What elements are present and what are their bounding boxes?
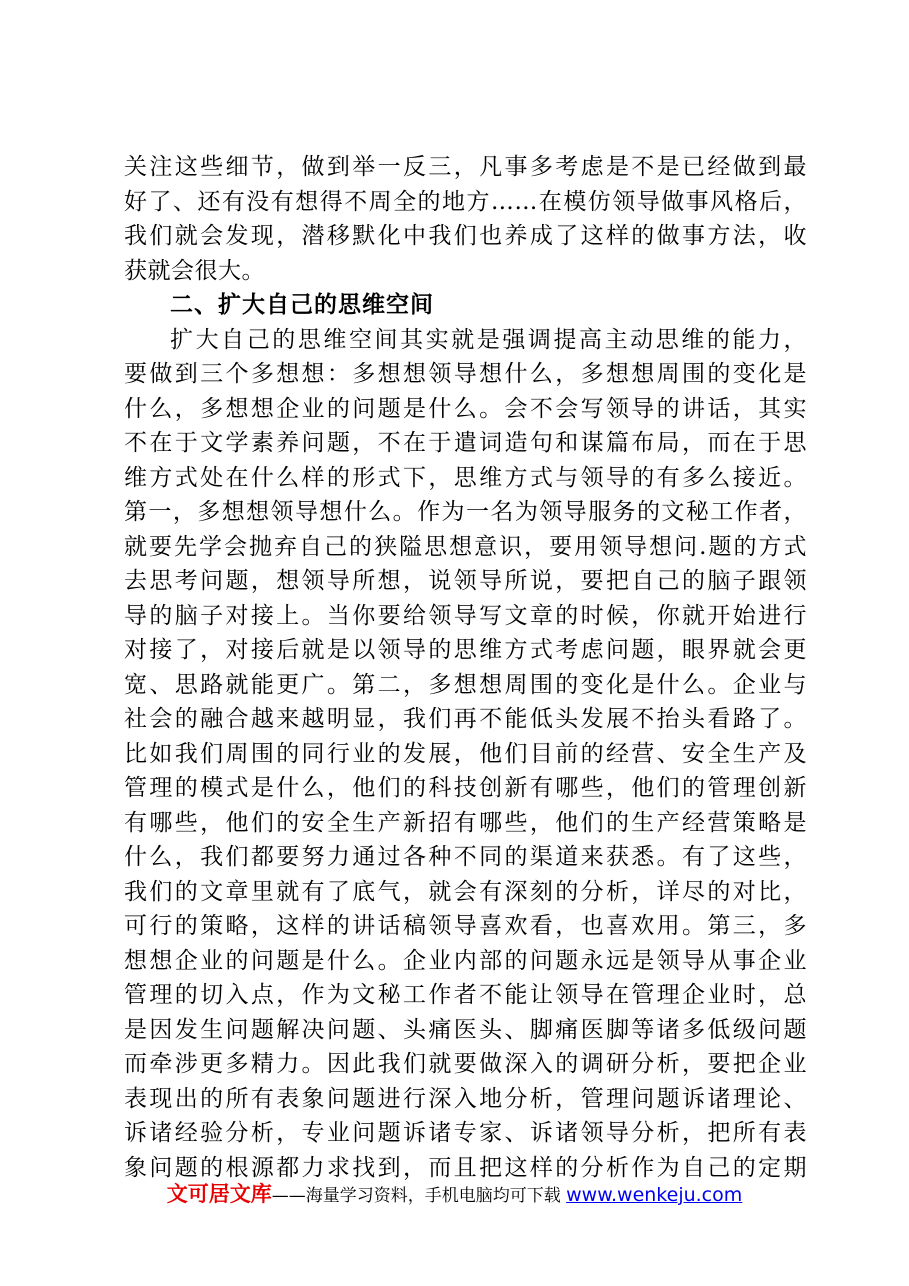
paragraph-line: 想想企业的问题是什么。企业内部的问题永远是领导从事企业: [124, 947, 807, 974]
paragraph-line: 宽、思路就能更广。第二，多想想周围的变化是什么。企业与: [124, 671, 807, 698]
paragraph-line: 象问题的根源都力求找到，而且把这样的分析作为自己的定期: [124, 1154, 807, 1181]
paragraph-line: 诉诸经验分析，专业问题诉诸专家、诉诸领导分析，把所有表: [124, 1120, 807, 1146]
paragraph-line: 维方式处在什么样的形式下，思维方式与领导的有多么接近。: [124, 464, 807, 491]
paragraph-line: 就要先学会抛弃自己的狭隘思想意识，要用领导想问.题的方式: [124, 533, 807, 560]
footer-brand: 文可居文库: [166, 1182, 272, 1206]
paragraph-line: 而牵涉更多精力。因此我们就要做深入的调研分析，要把企业: [124, 1051, 807, 1077]
paragraph-line: 关注这些细节，做到举一反三，凡事多考虑是不是已经做到最: [124, 154, 807, 180]
paragraph-line: 要做到三个多想想：多想想领导想什么，多想想周围的变化是: [124, 361, 807, 387]
paragraph-line: 什么，多想想企业的问题是什么。会不会写领导的讲话，其实: [124, 395, 807, 422]
paragraph-line: 表现出的所有表象问题进行深入地分析，管理问题诉诸理论、: [124, 1085, 807, 1112]
paragraph-line: 管理的模式是什么，他们的科技创新有哪些，他们的管理创新: [124, 775, 807, 801]
paragraph-line: 比如我们周围的同行业的发展，他们目前的经营、安全生产及: [124, 740, 807, 767]
paragraph-line: 不在于文学素养问题，不在于遣词造句和谋篇布局，而在于思: [124, 430, 807, 456]
paragraph-line: 对接了，对接后就是以领导的思维方式考虑问题，眼界就会更: [124, 637, 807, 663]
paragraph-line: 去思考问题，想领导所想，说领导所说，要把自己的脑子跟领: [124, 568, 807, 594]
paragraph-line: 是因发生问题解决问题、头痛医头、脚痛医脚等诸多低级问题: [124, 1016, 807, 1043]
document-body: [124, 150, 807, 1185]
paragraph-line: 获就会很大。: [124, 257, 265, 284]
paragraph-line: 什么，我们都要努力通过各种不同的渠道来获悉。有了这些，: [124, 844, 807, 870]
paragraph-line: 有哪些，他们的安全生产新招有哪些，他们的生产经营策略是: [124, 809, 807, 836]
paragraph-line: 扩大自己的思维空间其实就是强调提高主动思维的能力，: [170, 326, 807, 353]
paragraph-line: 我们就会发现，潜移默化中我们也养成了这样的做事方法，收: [124, 223, 807, 249]
paragraph-line: 好了、还有没有想得不周全的地方……在模仿领导做事风格后，: [124, 188, 807, 215]
page-footer: [0, 1178, 909, 1208]
paragraph-line: 社会的融合越来越明显，我们再不能低头发展不抬头看路了。: [124, 706, 807, 732]
paragraph-line: 管理的切入点，作为文秘工作者不能让领导在管理企业时，总: [124, 982, 807, 1008]
footer-tagline: ——海量学习资料，手机电脑均可下载: [271, 1186, 561, 1206]
section-heading: 二、扩大自己的思维空间: [170, 292, 434, 318]
paragraph-line: 我们的文章里就有了底气，就会有深刻的分析，详尽的对比，: [124, 878, 807, 905]
paragraph-line: 可行的策略，这样的讲话稿领导喜欢看，也喜欢用。第三，多: [124, 913, 807, 939]
footer-link[interactable]: www.wenkeju.com: [566, 1184, 743, 1206]
paragraph-line: 第一，多想想领导想什么。作为一名为领导服务的文秘工作者，: [124, 499, 807, 525]
paragraph-line: 导的脑子对接上。当你要给领导写文章的时候，你就开始进行: [124, 602, 807, 629]
